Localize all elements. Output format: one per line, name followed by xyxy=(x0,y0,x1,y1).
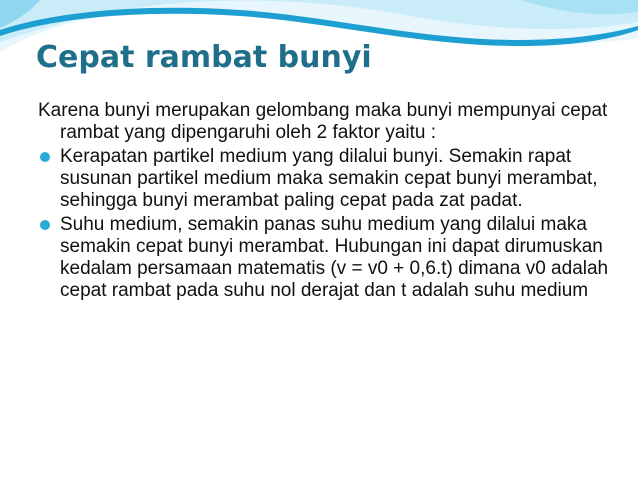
bullet-text: Kerapatan partikel medium yang dilalui bunyi. Semakin rapat susunan partikel medium maka semakin cepat bunyi merambat, sehingga bunyi merambat paling cepat pada zat padat. xyxy=(60,146,598,211)
bullet-dot-icon xyxy=(40,152,50,162)
slide-content xyxy=(38,100,618,304)
intro-paragraph: Karena bunyi merupakan gelombang maka bunyi mempunyai cepat rambat yang dipengaruhi oleh 2 faktor yaitu : xyxy=(38,100,608,143)
bullet-dot-icon xyxy=(40,220,50,230)
bullet-text: Suhu medium, semakin panas suhu medium yang dilalui maka semakin cepat bunyi merambat. Hubungan ini dapat dirumuskan kedalam persamaan matematis (v = v0 + 0,6.t) dimana v0 adalah cepat rambat pada suhu nol derajat dan t adalah suhu medium xyxy=(60,214,609,301)
bullet-item-density xyxy=(38,146,618,212)
slide-title: Cepat rambat bunyi xyxy=(36,40,372,75)
bullet-item-temperature xyxy=(38,214,618,302)
